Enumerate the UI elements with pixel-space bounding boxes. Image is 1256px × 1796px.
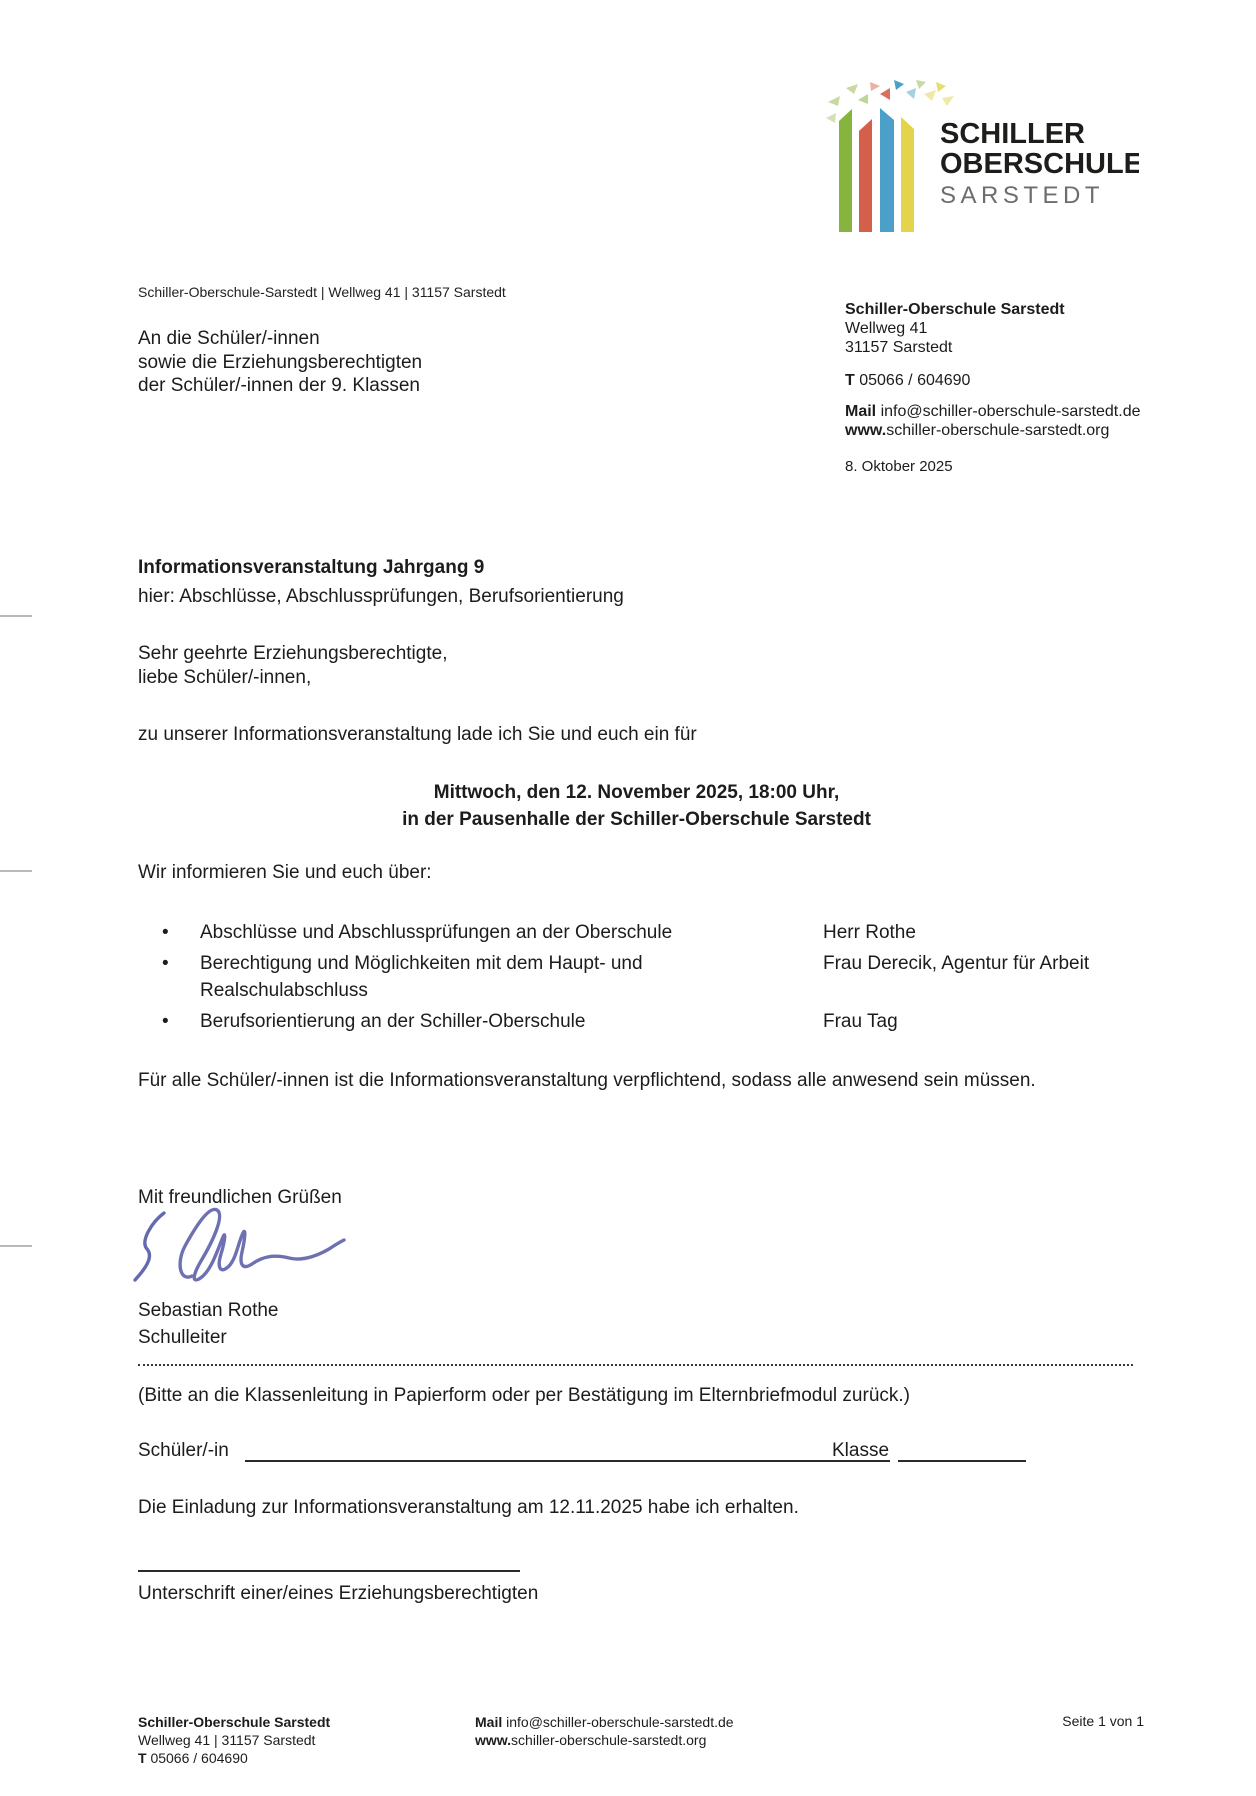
list-item	[160, 919, 1135, 946]
sender-line: Schiller-Oberschule-Sarstedt | Wellweg 41 | 31157 Sarstedt	[138, 284, 506, 300]
footer-mail-value: info@schiller-oberschule-sarstedt.de	[506, 1714, 734, 1730]
signer-name: Sebastian Rothe	[138, 1300, 279, 1321]
contact-street: Wellweg 41	[845, 320, 928, 337]
topic-text: Berufsorientierung an der Schiller-Oberschule	[200, 1011, 586, 1032]
footer-contact-block	[475, 1713, 734, 1749]
closing-line: Mit freundlichen Grüßen	[138, 1187, 342, 1208]
salutation-line: Sehr geehrte Erziehungsberechtigte,	[138, 643, 448, 664]
topic-presenter: Frau Derecik, Agentur für Arbeit	[823, 953, 1090, 974]
fold-mark	[0, 870, 32, 872]
bullet-icon: •	[162, 922, 169, 943]
footer-web-value: schiller-oberschule-sarstedt.org	[511, 1732, 707, 1748]
school-logo	[824, 80, 1139, 238]
event-datetime: Mittwoch, den 12. November 2025, 18:00 Uhr,	[433, 782, 840, 803]
parent-signature-caption: Unterschrift einer/eines Erziehungsberechtigten	[138, 1583, 539, 1604]
subject-subtitle: hier: Abschlüsse, Abschlussprüfungen, Berufsorientierung	[138, 586, 624, 607]
contact-city: 31157 Sarstedt	[845, 339, 953, 356]
logo-line2: OBERSCHULE	[940, 148, 1139, 180]
recipient-block	[138, 327, 422, 398]
phone-value: 05066 / 604690	[859, 372, 971, 389]
list-intro: Wir informieren Sie und euch über:	[138, 862, 432, 883]
subject-block	[138, 553, 624, 611]
letter-date: 8. Oktober 2025	[845, 458, 953, 475]
spacer	[845, 390, 1141, 402]
footer-address-block	[138, 1713, 330, 1767]
bullet-icon: •	[162, 953, 169, 974]
contact-web	[845, 421, 1141, 440]
confirmation-sentence: Die Einladung zur Informationsveranstaltung am 12.11.2025 habe ich erhalten.	[138, 1497, 799, 1518]
bullet-icon: •	[162, 1011, 169, 1032]
reply-slip-note: (Bitte an die Klassenleitung in Papierform oder per Bestätigung im Elternbriefmodul zurück.)	[138, 1385, 910, 1406]
web-value: schiller-oberschule-sarstedt.org	[886, 422, 1110, 439]
footer-phone-value: 05066 / 604690	[150, 1750, 248, 1766]
tear-off-divider	[138, 1364, 1133, 1366]
topics-list	[160, 919, 1135, 1039]
phone-label: T	[845, 372, 855, 389]
footer-school-name: Schiller-Oberschule Sarstedt	[138, 1714, 331, 1730]
logo-line1: SCHILLER	[940, 118, 1085, 150]
footer-address: Wellweg 41 | 31157 Sarstedt	[138, 1732, 316, 1748]
school-logo-icon	[824, 80, 1139, 238]
event-location: in der Pausenhalle der Schiller-Oberschule Sarstedt	[402, 809, 871, 830]
list-item	[160, 950, 1135, 1004]
mail-value: info@schiller-oberschule-sarstedt.de	[880, 403, 1141, 420]
recipient-line: sowie die Erziehungsberechtigten	[138, 351, 423, 373]
topic-presenter: Herr Rothe	[823, 922, 916, 943]
signer-block	[138, 1297, 279, 1351]
intro-paragraph: zu unserer Informationsveranstaltung lade ich Sie und euch ein für	[138, 724, 697, 745]
salutation-block	[138, 642, 447, 689]
subject-title: Informationsveranstaltung Jahrgang 9	[138, 557, 485, 578]
student-name-blank	[245, 1460, 890, 1462]
footer-mail-label: Mail	[475, 1714, 503, 1730]
event-block	[138, 779, 1135, 833]
salutation-line: liebe Schüler/-innen,	[138, 666, 312, 688]
footer-web-label: www.	[475, 1732, 512, 1748]
fold-mark	[0, 1245, 32, 1247]
signature-image	[130, 1200, 355, 1300]
fold-mark	[0, 615, 32, 617]
mandatory-note: Für alle Schüler/-innen ist die Informationsveranstaltung verpflichtend, sodass alle anwesend sein müssen.	[138, 1070, 1036, 1091]
footer-web	[475, 1731, 734, 1749]
student-name-label: Schüler/-in	[138, 1440, 229, 1461]
recipient-line: An die Schüler/-innen	[138, 328, 320, 349]
logo-line3: SARSTEDT	[940, 182, 1105, 209]
spacer	[845, 357, 1141, 371]
page-indicator: Seite 1 von 1	[1062, 1713, 1144, 1729]
topic-text: Berechtigung und Möglichkeiten mit dem Haupt- und Realschulabschluss	[200, 953, 643, 1001]
mail-label: Mail	[845, 403, 877, 420]
reply-slip-fields	[138, 1440, 1135, 1466]
footer-phone-label: T	[138, 1750, 147, 1766]
list-item	[160, 1008, 1135, 1035]
contact-mail	[845, 402, 1141, 421]
class-blank	[898, 1460, 1026, 1462]
topic-text: Abschlüsse und Abschlussprüfungen an der Oberschule	[200, 922, 673, 943]
contact-phone	[845, 371, 1141, 390]
topic-presenter: Frau Tag	[823, 1011, 898, 1032]
recipient-line: der Schüler/-innen der 9. Klassen	[138, 375, 420, 396]
class-label: Klasse	[832, 1440, 890, 1461]
footer-phone	[138, 1749, 330, 1767]
footer-mail	[475, 1713, 734, 1731]
handwritten-signature-icon	[130, 1200, 355, 1295]
signer-role: Schulleiter	[138, 1327, 227, 1348]
parent-signature-blank	[138, 1570, 520, 1572]
contact-block	[845, 300, 1141, 476]
contact-name: Schiller-Oberschule Sarstedt	[845, 301, 1065, 318]
web-label: www.	[845, 422, 887, 439]
